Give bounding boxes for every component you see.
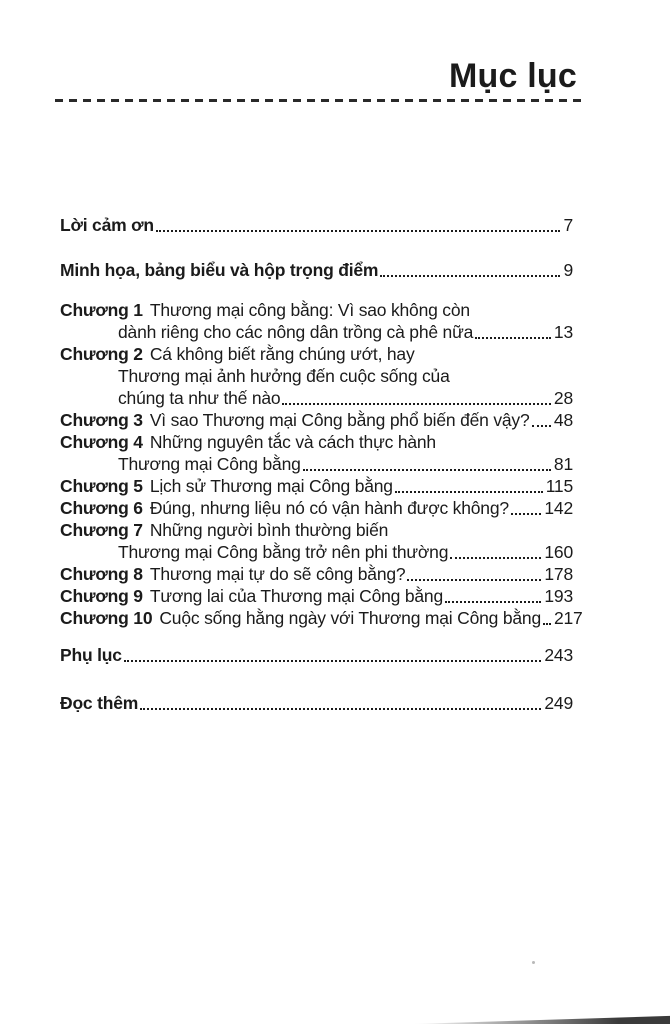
entry-title: Cá không biết rằng chúng ướt, hay [149, 344, 415, 364]
dot-leader [124, 660, 542, 662]
title-dashed-rule [55, 99, 582, 102]
toc-chapter-entry [60, 343, 573, 365]
toc-chapter-entry [60, 409, 573, 431]
toc-chapter-entry [60, 607, 583, 629]
page-number: 243 [544, 645, 573, 665]
table-of-contents [60, 214, 583, 714]
toc-chapters [60, 299, 583, 629]
toc-chapter-continuation [60, 387, 573, 409]
page-number: 193 [544, 586, 573, 606]
entry-title: Minh họa, bảng biểu và hộp trọng điểm [60, 260, 379, 280]
page-number: 217 [553, 608, 583, 628]
toc-chapter-entry [60, 585, 573, 607]
toc-chapter-entry [60, 431, 573, 453]
dot-leader [380, 275, 560, 277]
page-number: 249 [544, 693, 573, 713]
page-header [60, 57, 577, 102]
entry-title: chúng ta như thế nào [118, 388, 281, 408]
chapter-label: Chương 8 [60, 564, 143, 584]
entry-title: Những người bình thường biến [149, 520, 389, 540]
page-number: 48 [553, 410, 573, 430]
page-number: 160 [544, 542, 573, 562]
page-number: 178 [544, 564, 573, 584]
entry-title: Đọc thêm [60, 693, 139, 713]
entry-title: Phụ lục [60, 645, 122, 665]
page-number: 13 [553, 322, 573, 342]
chapter-label: Chương 9 [60, 586, 143, 606]
entry-title: Lịch sử Thương mại Công bằng [149, 476, 393, 496]
toc-chapter-entry [60, 497, 573, 519]
entry-title: Vì sao Thương mại Công bằng phổ biến đến vậy? [149, 410, 530, 430]
entry-title: Thương mại tự do sẽ công bằng? [149, 564, 406, 584]
toc-chapter-entry [60, 519, 573, 541]
entry-title: Cuộc sống hằng ngày với Thương mại Công bằng [159, 608, 541, 628]
entry-title: Tương lai của Thương mại Công bằng [149, 586, 443, 606]
toc-chapter-continuation [60, 365, 573, 387]
entry-title: Thương mại công bằng: Vì sao không còn [149, 300, 470, 320]
page-number: 7 [563, 215, 573, 235]
dot-leader [303, 469, 551, 471]
chapter-label: Chương 2 [60, 344, 143, 364]
entry-title: Lời cảm ơn [60, 215, 154, 235]
toc-back-matter [60, 644, 573, 714]
page-number: 28 [553, 388, 573, 408]
page-number: 81 [553, 454, 573, 474]
chapter-label: Chương 7 [60, 520, 143, 540]
toc-chapter-entry [60, 475, 573, 497]
dot-leader [140, 708, 541, 710]
entry-title: Thương mại Công bằng [118, 454, 301, 474]
chapter-label: Chương 3 [60, 410, 143, 430]
chapter-label: Chương 1 [60, 300, 143, 320]
page-number: 142 [544, 498, 573, 518]
toc-chapter-continuation [60, 321, 573, 343]
dot-leader [511, 513, 542, 515]
dot-leader [475, 337, 551, 339]
chapter-label: Chương 5 [60, 476, 143, 496]
entry-title: Thương mại ảnh hưởng đến cuộc sống của [118, 366, 450, 386]
entry-title: dành riêng cho các nông dân trồng cà phê nữa [118, 322, 474, 342]
toc-chapter-entry [60, 563, 573, 585]
toc-entry [60, 259, 573, 281]
toc-chapter-entry [60, 299, 573, 321]
chapter-label: Chương 4 [60, 432, 143, 452]
dot-leader [450, 557, 541, 559]
page-number: 9 [563, 260, 573, 280]
chapter-label: Chương 6 [60, 498, 143, 518]
toc-entry [60, 214, 573, 236]
dot-leader [156, 230, 561, 232]
entry-title: Đúng, nhưng liệu nó có vận hành được không? [149, 498, 509, 518]
toc-chapter-continuation [60, 541, 573, 563]
dot-leader [532, 425, 551, 427]
dot-leader [445, 601, 541, 603]
toc-entry [60, 644, 573, 666]
entry-title: Những nguyên tắc và cách thực hành [149, 432, 436, 452]
dot-leader [407, 579, 541, 581]
page-title: Mục lục [449, 57, 577, 95]
dot-leader [543, 623, 551, 625]
chapter-label: Chương 10 [60, 608, 153, 628]
toc-chapter-continuation [60, 453, 573, 475]
dot-leader [395, 491, 543, 493]
toc-front-matter [60, 214, 573, 281]
scan-speck-artifact [532, 961, 535, 964]
page-number: 115 [545, 476, 573, 496]
entry-title: Thương mại Công bằng trở nên phi thường [118, 542, 449, 562]
toc-entry [60, 692, 573, 714]
dot-leader [282, 403, 550, 405]
